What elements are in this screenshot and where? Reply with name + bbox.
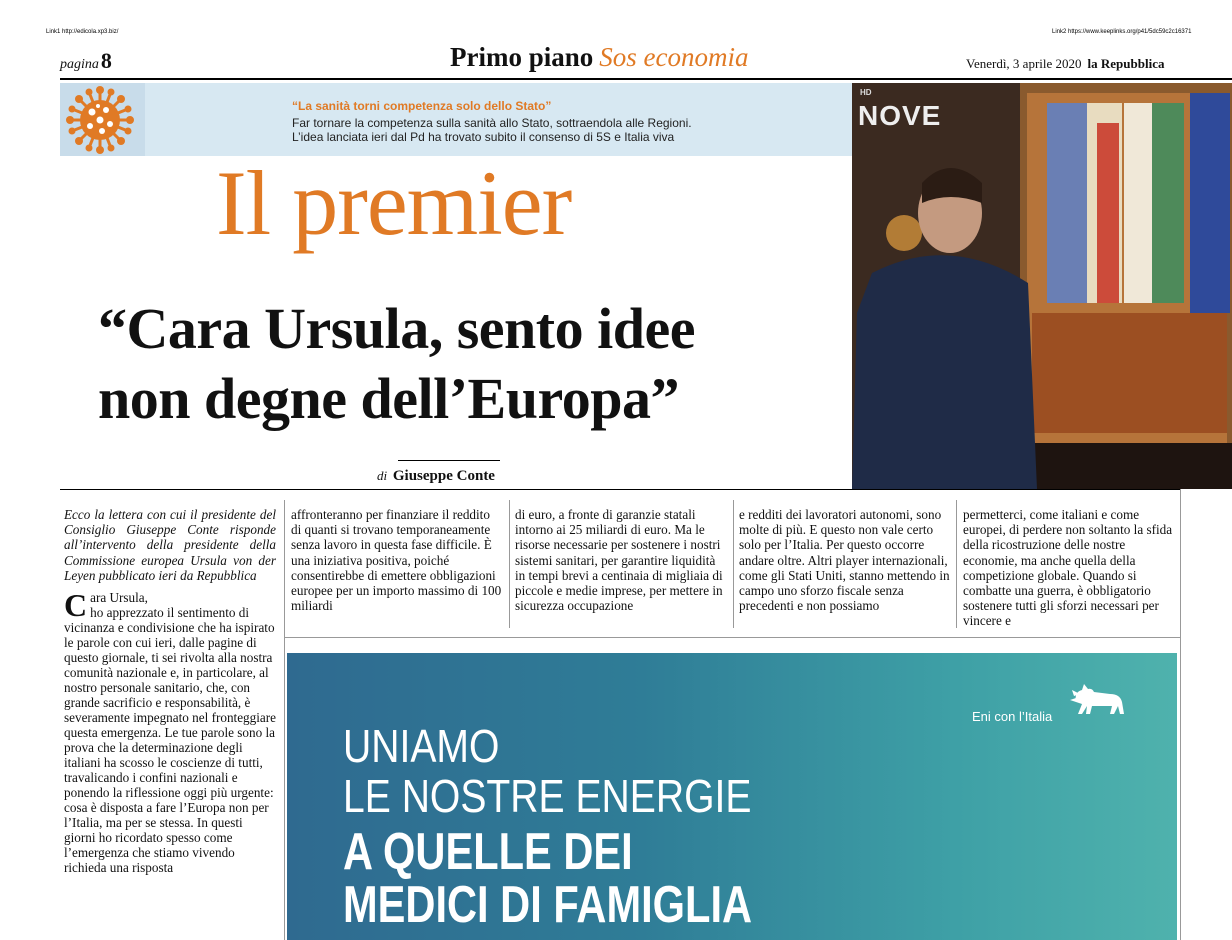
byline-author: Giuseppe Conte — [392, 468, 495, 484]
eni-dog-logo-icon — [1070, 680, 1126, 722]
right-edge-rule — [1180, 489, 1181, 940]
section-main: Primo piano — [450, 42, 594, 72]
article-column-4 — [739, 507, 951, 613]
ad-top-rule — [285, 637, 1180, 638]
column-divider-2 — [509, 500, 510, 628]
article-column-5 — [963, 507, 1175, 629]
issue-date — [966, 56, 1164, 72]
kicker: Il premier — [216, 152, 572, 254]
page-label: pagina — [60, 57, 99, 72]
page-number-value: 8 — [100, 48, 112, 73]
banner-text — [292, 116, 692, 144]
article-column-2 — [291, 507, 503, 613]
channel-hd-label: HD — [860, 88, 872, 97]
ad-tagline: Eni con l’Italia — [972, 709, 1053, 724]
ad-line-4: MEDICI DI FAMIGLIA — [343, 876, 753, 934]
headline-line-2: non degne dell’Europa” — [98, 366, 679, 431]
ad-line-2: LE NOSTRE ENERGIE — [343, 770, 752, 822]
banner-line-1: Far tornare la competenza sulla sanità allo Stato, sottraendola alle Regioni. — [292, 116, 692, 130]
section-sub: Sos economia — [599, 42, 749, 72]
article-column-1 — [64, 507, 276, 875]
ad-line-3: A QUELLE DEI — [343, 823, 633, 881]
column-divider-3 — [733, 500, 734, 628]
headline — [98, 294, 695, 434]
channel-logo: NOVE — [858, 100, 942, 131]
link2-text[interactable]: Link2 https://www.keeplinks.org/p41/5dc59c2c16371 — [1052, 29, 1192, 35]
banner-line-2: L’idea lanciata ieri dal Pd ha trovato subito il consenso di 5S e Italia viva — [292, 130, 675, 144]
banner-title: “La sanità torni competenza solo dello Stato” — [292, 99, 552, 113]
drop-cap: C — [64, 587, 88, 624]
banner-icon-box — [60, 83, 145, 156]
column-divider-1 — [284, 500, 285, 940]
article-intro: Ecco la lettera con cui il presidente del Consiglio Giuseppe Conte risponde all’intervento della presidente della Commissione europea Ursula von der Leyen pubblicato ieri da Repubblica — [64, 507, 276, 583]
newspaper-name: la Repubblica — [1087, 56, 1165, 71]
salutation: ara Ursula, — [90, 590, 148, 606]
tv-studio-photo — [852, 83, 1232, 489]
page-number — [60, 48, 112, 74]
date-text: Venerdì, 3 aprile 2020 — [966, 56, 1082, 71]
article-column-3 — [515, 507, 727, 613]
column-2-text: affronteranno per finanziare il reddito di quanti si trovano temporaneamente senza lavoro in questa fase difficile. È una iniziativa positiva, poiché consentirebbe di emettere obbligazioni europee per un importo massimo di 100 miliardi — [291, 507, 502, 614]
byline — [377, 468, 495, 485]
column-4-text: e redditi dei lavoratori autonomi, sono molte di più. E questo non vale certo solo per l’Italia. Per questo occorre andare oltre. Altri player internazionali, come gli Stati Uniti, stanno mettendo in campo uno sforzo fiscale senza precedenti e non possiamo — [739, 507, 950, 614]
letter-opening — [64, 587, 277, 876]
column-5-text: permetterci, come italiani e come europei, di perdere non soltanto la sfida della ricostruzione delle nostre economie, ma anche quella della competizione globale. Quando si combatte una guerra, è obbligatorio sostenere tutti gli sforzi necessari per vincere e — [963, 507, 1173, 629]
ad-line-1: UNIAMO — [343, 720, 500, 772]
header-rule — [60, 78, 1232, 80]
headline-line-1: “Cara Ursula, sento idee — [98, 296, 695, 361]
section-title — [450, 42, 749, 73]
article-photo — [852, 83, 1232, 489]
byline-rule — [398, 460, 500, 461]
letter-body: ho apprezzato il sentimento di vicinanza e condivisione che ha ispirato le parole con cui ieri, dalle pagine di questo giornale, ti sei rivolta alla nostra comunità nazionale e, in particolare, al nostro personale sanitario, che, con grande sacrificio e responsabilità, è severamente impegnato nel fronteggiare questa emergenza. Le tue parole sono la prova che la determinazione degli italiani ha scosso le coscienze di tutti, travalicando i confini nazionali e ponendo la riflessione oggi più urgente: cosa è disposta a fare l’Europa non per l’Italia, ma per se stessa. In questi giorni ho ricordato spesso come l’emergenza che stiamo vivendo richieda una risposta — [64, 605, 277, 876]
column-divider-4 — [956, 500, 957, 628]
columns-top-rule — [60, 489, 1180, 490]
column-3-text: di euro, a fronte di garanzie statali intorno ai 25 miliardi di euro. Ma le risorse necessarie per sostenere i nostri sistemi sanitari, per garantire liquidità in tempi brevi a centinaia di migliaia di piccole e medie imprese, per mettere in sicurezza occupazione — [515, 507, 723, 614]
byline-prefix: di — [377, 468, 388, 483]
link1-text[interactable]: Link1 http://edicola.xp3.biz/ — [46, 29, 119, 35]
coronavirus-icon — [60, 83, 145, 156]
